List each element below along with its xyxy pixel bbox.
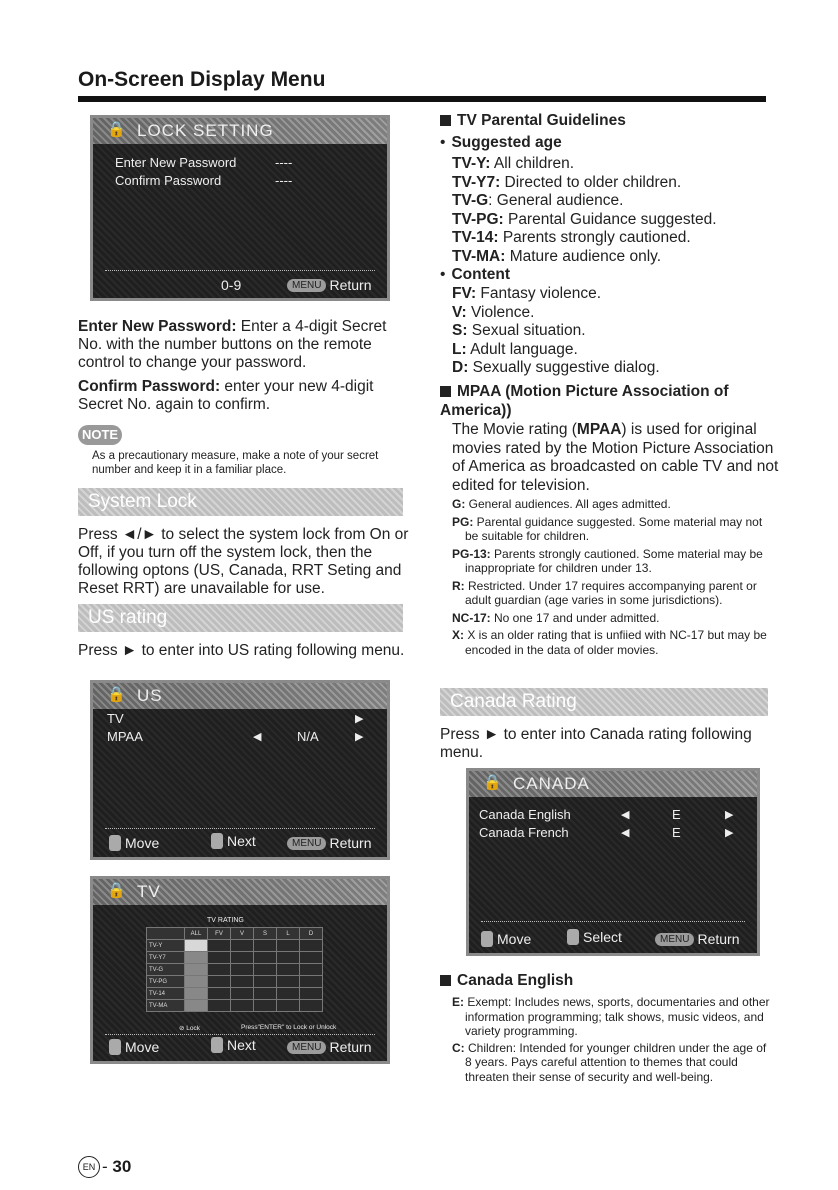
list-item: D: Sexually suggestive dialog. [452,359,660,376]
lock-icon: 🔒 [483,774,502,791]
right-arrow-icon[interactable]: ▶ [725,827,734,839]
grid-cell[interactable] [231,964,254,976]
digit-keys-hint: 0-9 [221,277,242,293]
canada-french-label[interactable]: Canada French [479,825,569,840]
grid-cell[interactable] [300,964,323,976]
osd-title: CANADA [513,774,590,793]
lock-icon: 🔒 [107,121,126,138]
return-hint: Return [329,835,372,851]
move-hint: Move [125,1039,160,1055]
grid-cell[interactable] [208,976,231,988]
grid-cell[interactable] [185,976,208,988]
list-item: TV-14: Parents strongly cautioned. [452,229,691,246]
tv-row-label[interactable]: TV [107,711,124,726]
right-arrow-icon[interactable]: ▶ [725,809,734,821]
grid-cell[interactable] [254,940,277,952]
enter-password-desc: Enter New Password: Enter a 4-digit Secret No. with the number buttons on the remote control to change your password. [78,318,387,371]
list-item: L: Adult language. [452,340,578,358]
list-item: PG: Parental guidance suggested. Some material may not be suitable for children. [452,514,763,543]
menu-key-icon: MENU [655,933,694,946]
list-item: NC-17: No one 17 and under admitted. [452,610,660,625]
move-hint: Move [125,835,160,851]
menu-key-icon: MENU [287,279,326,292]
grid-cell[interactable] [254,952,277,964]
language-badge: EN [78,1156,100,1178]
lock-setting-screen [90,115,390,301]
tv-screen [90,876,390,1064]
grid-cell[interactable] [300,940,323,952]
us-screen [90,680,390,860]
grid-cell[interactable] [254,976,277,988]
confirm-password-label: Confirm Password [115,173,222,188]
grid-column-header: V [231,928,254,940]
note-badge: NOTE [78,425,122,445]
content-heading: • Content [440,266,510,283]
canada-english-heading: Canada English [440,972,573,990]
ok-key-icon [567,929,579,945]
suggested-age-list [452,155,717,266]
grid-cell[interactable] [231,1000,254,1012]
system-lock-text: Press ◄/► to select the system lock from On or Off, if you turn off the system lock, then the following optons (US, Canada, RRT Seting and Reset RRT) are unavailable for use. [78,526,409,597]
canada-english-list [452,995,772,1084]
grid-cell[interactable] [231,940,254,952]
confirm-password-desc: Confirm Password: enter your new 4-digit Secret No. again to confirm. [78,378,374,413]
list-item: S: Sexual situation. [452,322,586,339]
grid-cell[interactable] [277,988,300,1000]
osd-title: LOCK SETTING [137,121,274,140]
mpaa-row-value: N/A [297,729,319,744]
list-item: TV-G: General audience. [452,192,624,209]
lock-icon: 🔒 [107,882,126,899]
list-item: FV: Fantasy violence. [452,285,602,302]
grid-cell[interactable] [208,940,231,952]
grid-row-label: TV-MA [147,1000,185,1012]
updown-key-icon [109,1039,121,1055]
grid-column-header: FV [208,928,231,940]
content-list [452,285,660,378]
grid-cell[interactable] [300,952,323,964]
canada-screen [466,768,760,956]
left-arrow-icon[interactable]: ◀ [253,731,262,743]
bullet-dot-icon: • [440,134,446,151]
us-rating-text: Press ► to enter into US rating following menu. [78,642,405,659]
mpaa-heading: MPAA (Motion Picture Association of America)) [440,383,729,419]
bullet-square-icon [440,115,451,126]
grid-row-label: TV-14 [147,988,185,1000]
tv-rating-grid [146,927,323,1012]
grid-cell[interactable] [208,964,231,976]
grid-enter-hint: Press"ENTER" to Lock or Unlock [241,1024,337,1031]
canada-english-label[interactable]: Canada English [479,807,571,822]
enter-password-label: Enter New Password [115,155,237,170]
grid-cell[interactable] [185,940,208,952]
grid-cell[interactable] [277,976,300,988]
lr-key-icon [211,1037,223,1053]
menu-key-icon: MENU [287,1041,326,1054]
next-hint: Next [227,833,256,849]
list-item: C: Children: Intended for younger children under the age of 8 years. Pays careful attention to themes that could threaten their sense of security and well-being. [452,1040,767,1084]
tv-parental-heading: TV Parental Guidelines [440,112,626,130]
confirm-password-value[interactable]: ---- [275,173,293,188]
select-hint: Select [583,929,622,945]
list-item: TV-Y7: Directed to older children. [452,173,682,191]
osd-header [93,879,387,905]
osd-divider [481,921,745,922]
move-hint: Move [497,931,532,947]
grid-cell[interactable] [300,1000,323,1012]
return-hint: Return [697,931,740,947]
grid-cell[interactable] [277,964,300,976]
bullet-dot-icon: • [440,266,446,283]
page-title: On-Screen Display Menu [78,68,326,91]
grid-cell[interactable] [231,976,254,988]
grid-cell[interactable] [185,1000,208,1012]
grid-column-header: L [277,928,300,940]
grid-cell[interactable] [208,952,231,964]
grid-row-label: TV-PG [147,976,185,988]
list-item: R: Restricted. Under 17 requires accompanying parent or adult guardian (age varies in some jurisdictions). [452,578,757,607]
grid-cell[interactable] [254,1000,277,1012]
note-text: As a precautionary measure, make a note of your secret number and keep it in a familiar place. [92,450,379,476]
mpaa-row-label[interactable]: MPAA [107,729,143,744]
return-hint: Return [329,277,372,293]
mpaa-list [452,497,772,657]
canada-french-value: E [672,825,681,840]
grid-column-header: ALL [185,928,208,940]
page-number: 30 [112,1157,132,1176]
right-arrow-icon[interactable]: ▶ [355,713,364,725]
lr-key-icon [211,833,223,849]
left-arrow-icon[interactable]: ◀ [621,827,630,839]
updown-key-icon [481,931,493,947]
grid-cell[interactable] [254,964,277,976]
suggested-age-heading: • Suggested age [440,134,562,151]
grid-row-label: TV-Y7 [147,952,185,964]
grid-cell[interactable] [185,952,208,964]
grid-cell[interactable] [208,988,231,1000]
us-rating-banner: US rating [78,604,403,632]
osd-title: TV [137,882,161,901]
list-item: TV-Y: All children. [452,155,575,172]
next-hint: Next [227,1037,256,1053]
list-item: TV-PG: Parental Guidance suggested. [452,210,717,228]
osd-title: US [137,686,163,705]
grid-column-header: S [254,928,277,940]
osd-header [469,771,757,797]
canada-rating-text: Press ► to enter into Canada rating following menu. [440,726,752,761]
lock-icon: 🔒 [107,686,126,703]
grid-cell[interactable] [300,976,323,988]
list-item: E: Exempt: Includes news, sports, documentaries and other information programming; talk shows, music videos, and variety programming. [452,995,770,1038]
grid-cell[interactable] [185,988,208,1000]
page-footer: EN - 30 [78,1156,131,1178]
osd-header [93,118,387,144]
list-item: PG-13: Parents strongly cautioned. Some material may be inappropriate for children under 13. [452,546,763,575]
osd-divider [105,270,375,271]
grid-cell[interactable] [277,940,300,952]
bullet-square-icon [440,386,451,397]
grid-cell[interactable] [185,964,208,976]
left-arrow-icon[interactable]: ◀ [621,809,630,821]
grid-row-label: TV-G [147,964,185,976]
grid-cell[interactable] [208,1000,231,1012]
mpaa-intro: The Movie rating (MPAA) is used for original movies rated by the Motion Picture Association of America as broadcasted on cable TV and not edited for television. [452,421,779,494]
list-item: TV-MA: Mature audience only. [452,247,662,265]
grid-corner [147,928,185,940]
return-hint: Return [329,1039,372,1055]
grid-lock-legend: ⊘ Lock [179,1025,200,1032]
enter-password-value[interactable]: ---- [275,155,293,170]
updown-key-icon [109,835,121,851]
grid-column-header: D [300,928,323,940]
right-arrow-icon[interactable]: ▶ [355,731,364,743]
grid-cell[interactable] [231,988,254,1000]
grid-cell[interactable] [254,988,277,1000]
bullet-square-icon [440,975,451,986]
title-rule [78,96,766,102]
grid-row-label: TV-Y [147,940,185,952]
osd-divider [105,1034,375,1035]
canada-english-value: E [672,807,681,822]
canada-rating-banner: Canada Rating [440,688,768,716]
list-item: G: General audiences. All ages admitted. [452,497,671,511]
osd-divider [105,828,375,829]
grid-cell[interactable] [277,1000,300,1012]
list-item: V: Violence. [452,303,535,321]
grid-cell[interactable] [300,988,323,1000]
list-item: X: X is an older rating that is unfiied with NC-17 but may be encoded in the data of older movies. [452,628,767,657]
grid-cell[interactable] [231,952,254,964]
grid-title: TV RATING [207,917,244,924]
system-lock-banner: System Lock [78,488,403,516]
osd-header [93,683,387,709]
grid-cell[interactable] [277,952,300,964]
menu-key-icon: MENU [287,837,326,850]
